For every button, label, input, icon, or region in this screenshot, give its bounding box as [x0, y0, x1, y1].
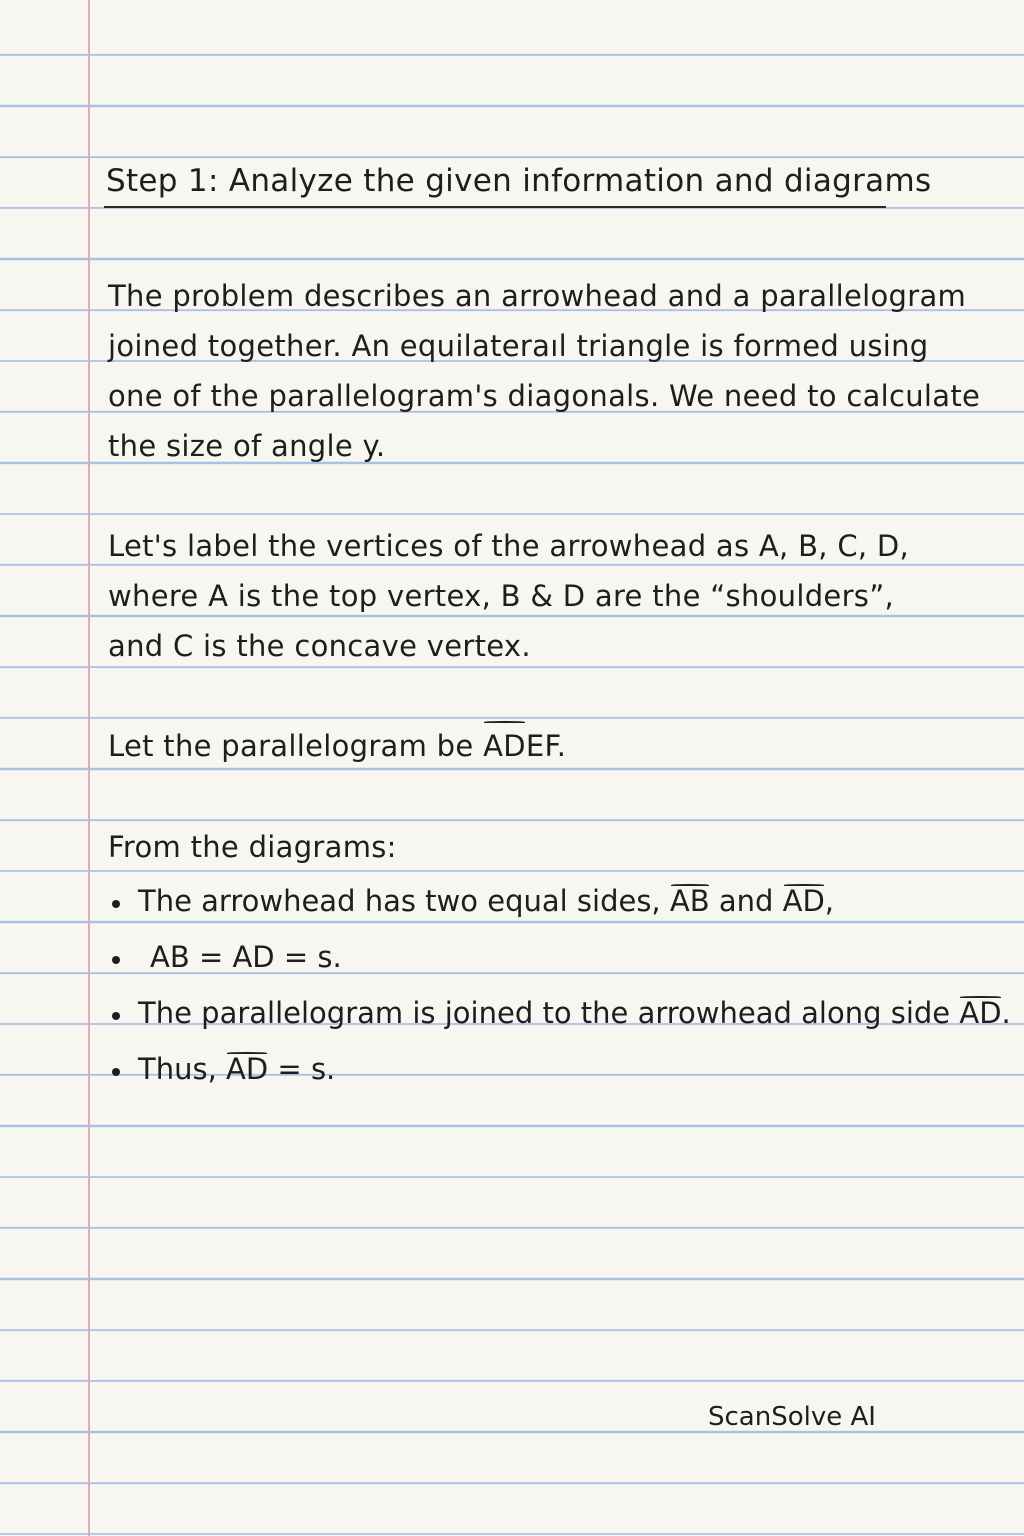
paragraph-problem — [108, 271, 980, 471]
bullet-text: AB = AD = s. — [150, 940, 342, 974]
bullet-dot — [112, 900, 120, 908]
step-title: Step 1: Analyze the given information and diagrams — [106, 163, 932, 199]
text-segment: and — [709, 884, 783, 918]
text-line: where A is the top vertex, B & D are the “shoulders”, — [108, 579, 895, 613]
text-segment: = s. — [268, 1052, 336, 1086]
margin-line — [88, 0, 90, 1536]
overlined-text: AD — [226, 1052, 269, 1086]
text-segment: The parallelogram is joined to the arrowhead along side — [138, 996, 960, 1030]
overlined-text: AD — [959, 996, 1002, 1030]
paragraph-parallelogram — [108, 721, 566, 771]
overlined-text: AD — [483, 721, 526, 771]
bullet-dot — [112, 1012, 120, 1020]
bullet-dot — [112, 1068, 120, 1076]
text-line: joined together. An equilateraıl triangle is formed using — [108, 329, 929, 363]
text-segment: Thus, — [138, 1052, 227, 1086]
text-segment: Let the parallelogram be — [108, 729, 484, 763]
text-line: and C is the concave vertex. — [108, 629, 531, 663]
bullet-text — [138, 996, 1011, 1030]
overlined-text: AD — [782, 884, 825, 918]
text-segment: . — [1001, 996, 1011, 1030]
text-line: the size of angle y. — [108, 429, 386, 463]
bullet-text — [138, 884, 834, 918]
text-line: Let's label the vertices of the arrowhead as A, B, C, D, — [108, 529, 910, 563]
bullet-dot — [112, 956, 120, 964]
text-line: one of the parallelogram's diagonals. We need to calculate — [108, 379, 981, 413]
signature: ScanSolve AI — [708, 1402, 876, 1432]
text-segment: EF. — [525, 729, 567, 763]
text-segment: , — [824, 884, 834, 918]
text-segment: The arrowhead has two equal sides, — [138, 884, 670, 918]
title-underline — [104, 206, 886, 208]
overlined-text: AB — [669, 884, 710, 918]
bullet-text — [138, 1052, 335, 1086]
paragraph-from-diagrams: From the diagrams: — [108, 830, 397, 864]
paragraph-labels — [108, 521, 909, 671]
text-line: The problem describes an arrowhead and a parallelogram — [108, 279, 967, 313]
